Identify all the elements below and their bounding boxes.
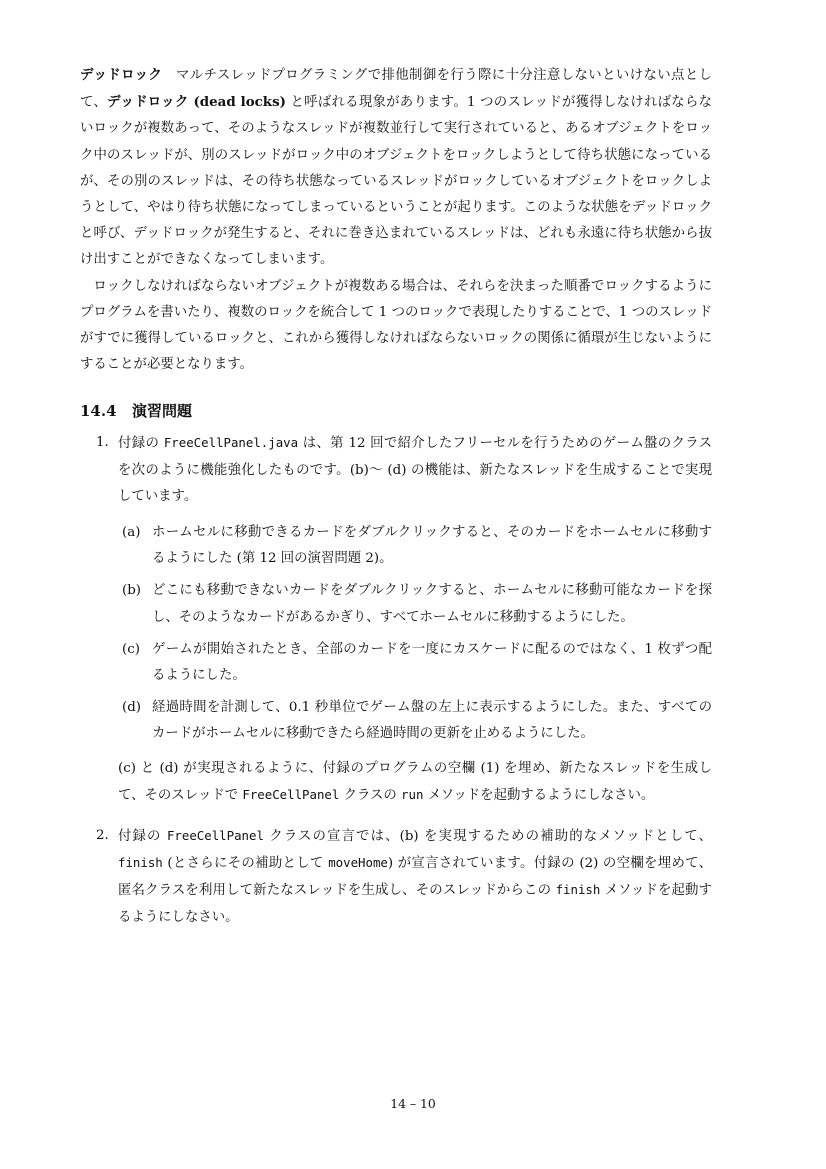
text-run: (c) と (d) が実現されるように、付録のプログラムの空欄 (1) を埋め、新たなスレッドを生成して、そのスレッドで xyxy=(118,760,712,803)
exercise-number: 1. xyxy=(96,435,109,451)
text-run: 付録の xyxy=(118,436,164,452)
page-body xyxy=(80,62,712,937)
text-run: ) が宣言されています。付録の (2) の空欄を埋めて、匿名クラスを利用して新たなスレッドを生成し、そのスレッドからこの xyxy=(118,856,712,899)
lock-order-paragraph: ロックしなければならないオブジェクトが複数ある場合は、それらを決まった順番でロックするようにプログラムを書いたり、複数のロックを統合して 1 つのロックで表現したりすることで、1 つのスレッドがすでに獲得しているロックと、これから獲得しなければならないロックの関係に循環が生じないようにすることが必要となります。 xyxy=(80,278,712,373)
code-freecellpanel: FreeCellPanel xyxy=(242,786,340,802)
exercise-1-text xyxy=(118,430,712,510)
code-finish: finish xyxy=(555,882,601,898)
text-run: (とさらにその補助として xyxy=(162,856,329,872)
feature-list xyxy=(118,520,712,748)
code-finish: finish xyxy=(118,855,163,871)
feature-text: 経過時間を計測して、0.1 秒単位でゲーム盤の左上に表示するようにした。また、すべてのカードがホームセルに移動できたら経過時間の更新を止めるようにした。 xyxy=(152,700,712,742)
feature-item xyxy=(118,637,712,689)
feature-item xyxy=(118,578,712,630)
deadlock-run-in-heading: デッドロック xyxy=(80,67,163,83)
deadlock-term: デッドロック (dead locks) xyxy=(107,94,286,111)
code-movehome: moveHome xyxy=(328,855,388,871)
text-run: マルチスレッドプログラミングで排他制御を行う際に十分注意しないといけない点として、 xyxy=(80,68,712,111)
code-freecellpanel-java: FreeCellPanel.java xyxy=(163,435,299,451)
feature-item xyxy=(118,695,712,747)
feature-label: (a) xyxy=(122,525,141,541)
text-run: と呼ばれる現象があります。1 つのスレッドが獲得しなければならないロックが複数あって、そのようなスレッドが複数並行して実行されていると、あるオブジェクトをロック中のスレッドが、別のスレッドがロック中のオブジェクトをロックしようとして待ち状態になっているが、その別のスレッドは、その待ち状態なっているスレッドがロックしているオブジェクトをロックしようとして、やはり待ち状態になってしまっているということが起ります。このような状態をデッドロックと呼び、デッドロックが発生すると、それに巻き込まれているスレッドは、どれも永遠に待ち状態から抜け出すことができなくなってしまいます。 xyxy=(80,95,712,268)
text-run: は、第 12 回で紹介したフリーセルを行うためのゲーム盤のクラスを次のように機能強化したものです。(b)～ (d) の機能は、新たなスレッドを生成することで実現しています。 xyxy=(118,436,712,504)
feature-text: どこにも移動できないカードをダブルクリックすると、ホームセルに移動可能なカードを探し、そのようなカードがあるかぎり、すべてホームセルに移動するようにした。 xyxy=(152,583,712,625)
text-run: クラスの宣言では、(b) を実現するための補助的なメソッドとして、 xyxy=(263,829,712,845)
feature-text: ホームセルに移動できるカードをダブルクリックすると、そのカードをホームセルに移動するようにした (第 12 回の演習問題 2)。 xyxy=(152,525,712,567)
section-number: 14.4 xyxy=(80,402,117,421)
feature-text: ゲームが開始されたとき、全部のカードを一度にカスケードに配るのではなく、1 枚ずつ配るようにした。 xyxy=(152,641,712,684)
deadlock-paragraph xyxy=(80,62,712,274)
text-run: クラスの xyxy=(339,787,402,803)
text-run: 付録の xyxy=(118,829,167,845)
exercise-1 xyxy=(80,430,712,809)
text-run: メソッドを起動するようにしなさい。 xyxy=(118,883,713,925)
feature-label: (c) xyxy=(122,641,140,657)
code-run: run xyxy=(401,786,424,802)
page-number: 14 – 10 xyxy=(390,1096,436,1111)
exercise-list xyxy=(80,430,712,930)
feature-label: (d) xyxy=(122,700,142,716)
feature-label: (b) xyxy=(122,583,142,599)
exercise-2 xyxy=(80,823,712,931)
feature-item xyxy=(118,520,712,572)
exercise-2-text xyxy=(118,823,712,931)
code-freecellpanel: FreeCellPanel xyxy=(166,828,264,844)
text-run: メソッドを起動するようにしなさい。 xyxy=(423,787,655,803)
section-title: 演習問題 xyxy=(132,402,193,421)
exercise-number: 2. xyxy=(96,828,109,844)
exercise-1-instruction xyxy=(118,756,712,809)
section-heading xyxy=(80,400,712,422)
